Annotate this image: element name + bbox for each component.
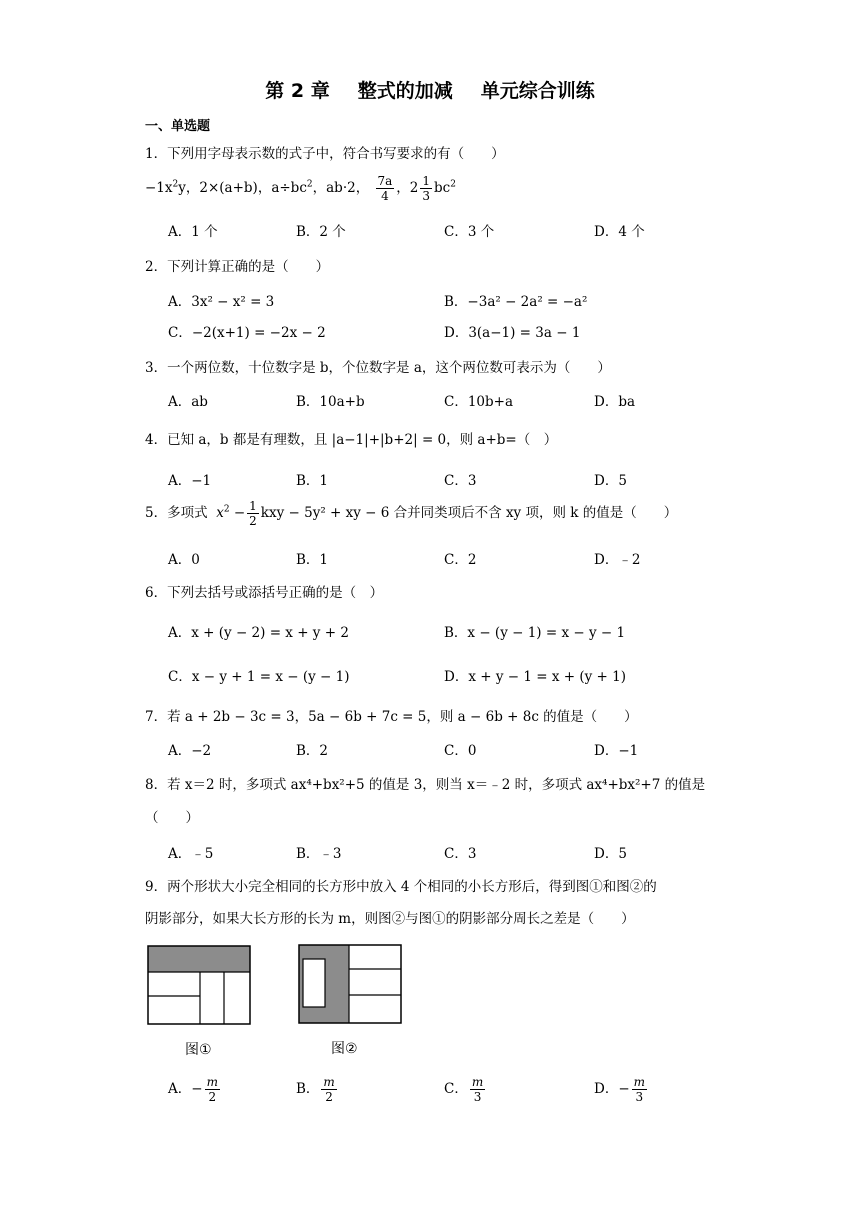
q5-option-b[interactable]: B．1	[296, 552, 329, 568]
figure-2-label: 图②	[331, 1041, 358, 1057]
q4-option-b[interactable]: B．1	[296, 473, 329, 489]
q5-option-d[interactable]: D．﹣2	[594, 552, 641, 568]
q8-option-a[interactable]: A．﹣5	[168, 846, 214, 862]
q7-option-d[interactable]: D．−1	[594, 743, 639, 759]
fraction: $\frac{m}{3}$	[471, 1075, 484, 1104]
figure-1-label: 图①	[185, 1042, 212, 1058]
figure-1-diagram	[146, 944, 252, 1026]
q6-option-b[interactable]: B．x − (y − 1) = x − y − 1	[444, 625, 626, 641]
question-3-stem: 3．一个两位数，十位数字是 b，个位数字是 a，这个两位数可表示为（ ）	[145, 360, 611, 376]
q9-option-d[interactable]: D．− $\frac{m}{3}$	[594, 1075, 646, 1104]
fraction: $\frac{1}{2}$	[249, 499, 257, 528]
question-9-stem-cont: 阴影部分，如果大长方形的长为 m，则图②与图①的阴影部分周长之差是（ ）	[145, 911, 635, 927]
q3-option-a[interactable]: A．ab	[168, 394, 208, 410]
figure-2-diagram	[297, 943, 403, 1025]
q3-option-d[interactable]: D．ba	[594, 394, 636, 410]
q4-option-d[interactable]: D．5	[594, 473, 627, 489]
question-8-stem-cont: （ ）	[145, 810, 199, 826]
page-title	[0, 76, 860, 103]
q2-option-a[interactable]: A．3x² − x² = 3	[168, 294, 275, 310]
question-8-stem: 8．若 x＝2 时，多项式 ax⁴+bx²+5 的值是 3，则当 x＝﹣2 时，多项式 ax⁴+bx²+7 的值是	[145, 777, 706, 793]
question-1-stem: 1．下列用字母表示数的式子中，符合书写要求的有（ ）	[145, 146, 505, 162]
q7-option-a[interactable]: A．−2	[168, 743, 212, 759]
q5-option-a[interactable]: A．0	[168, 552, 200, 568]
q6-option-c[interactable]: C．x − y + 1 = x − (y − 1)	[168, 669, 350, 685]
section-heading: 一、单选题	[145, 119, 211, 134]
q6-option-a[interactable]: A．x + (y − 2) = x + y + 2	[168, 625, 349, 641]
q6-option-d[interactable]: D．x + y − 1 = x + (y + 1)	[444, 669, 626, 685]
q1-option-d[interactable]: D．4 个	[594, 224, 645, 240]
q3-option-c[interactable]: C．10b+a	[444, 394, 514, 410]
q7-option-c[interactable]: C．0	[444, 743, 477, 759]
q1-option-a[interactable]: A．1 个	[168, 224, 218, 240]
q8-option-c[interactable]: C．3	[444, 846, 477, 862]
question-7-stem: 7．若 a + 2b − 3c = 3，5a − 6b + 7c = 5，则 a − 6b + 8c 的值是（ ）	[145, 709, 638, 725]
q4-option-c[interactable]: C．3	[444, 473, 477, 489]
title-topic: 整式的加减	[357, 80, 453, 102]
fraction: $\frac{1}{3}$	[422, 174, 431, 203]
title-chapter: 第 2 章	[265, 80, 330, 102]
question-6-stem: 6．下列去括号或添括号正确的是（ ）	[145, 585, 384, 601]
question-2-stem: 2．下列计算正确的是（ ）	[145, 259, 330, 275]
q9-option-c[interactable]: C． $\frac{m}{3}$	[444, 1075, 484, 1104]
fraction: $\frac{m}{2}$	[206, 1075, 218, 1104]
title-type: 单元综合训练	[480, 80, 595, 102]
q7-option-b[interactable]: B．2	[296, 743, 329, 759]
q8-option-b[interactable]: B．﹣3	[296, 846, 342, 862]
q8-option-d[interactable]: D．5	[594, 846, 627, 862]
figure-1-shaded-region	[148, 946, 250, 972]
fraction: $\frac{m}{2}$	[323, 1075, 335, 1104]
q5-option-c[interactable]: C．2	[444, 552, 477, 568]
q3-option-b[interactable]: B．10a+b	[296, 394, 365, 410]
question-5-stem: 5．多项式 $x^2$ − $\frac{1}{2}$ kxy − 5y² + xy − 6 合并同类项后不含 xy 项，则 k 的值是（ ）	[145, 499, 678, 528]
q2-option-c[interactable]: C．−2(x+1) = −2x − 2	[168, 325, 326, 341]
q9-option-b[interactable]: B． $\frac{m}{2}$	[296, 1075, 335, 1104]
question-4-stem: 4．已知 a，b 都是有理数，且 |a−1|+|b+2| = 0，则 a+b=（ ）	[145, 432, 558, 448]
question-1-expressions: $-1x^2y$，2×(a+b)，$a\div bc^2$，ab·2， $\frac{7a}{4}$ ，2 $\frac{1}{3}$ $bc^2$	[145, 174, 456, 203]
q1-option-c[interactable]: C．3 个	[444, 224, 495, 240]
q1-option-b[interactable]: B．2 个	[296, 224, 346, 240]
fraction: $\frac{7a}{4}$	[377, 174, 393, 203]
fraction: $\frac{m}{3}$	[633, 1075, 646, 1104]
figure-2-inner-white	[303, 959, 325, 1007]
q9-option-a[interactable]: A．− $\frac{m}{2}$	[168, 1075, 218, 1104]
q2-option-b[interactable]: B．−3a² − 2a² = −a²	[444, 294, 588, 310]
q4-option-a[interactable]: A．−1	[168, 473, 212, 489]
question-9-stem: 9．两个形状大小完全相同的长方形中放入 4 个相同的小长方形后，得到图①和图②的	[145, 879, 657, 895]
q2-option-d[interactable]: D．3(a−1) = 3a − 1	[444, 325, 581, 341]
